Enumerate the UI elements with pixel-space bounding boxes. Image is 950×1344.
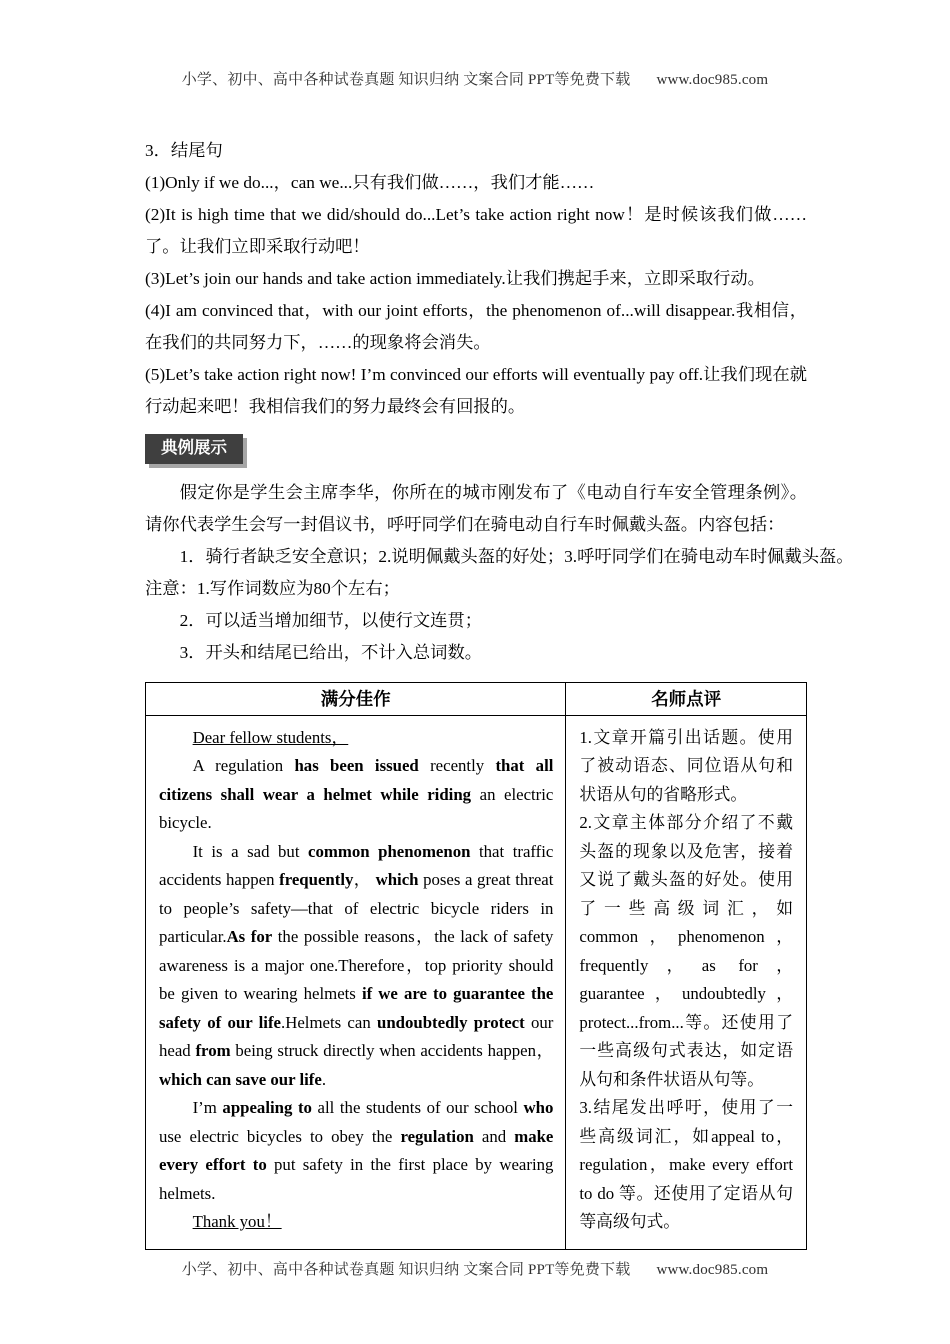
page-footer [0, 1250, 950, 1309]
section-heading: 3．结尾句 [145, 141, 223, 160]
teacher-comment-1: 1.文章开篇引出话题。使用了被动语态、同位语从句和状语从句的省略形式。 [579, 727, 793, 804]
table-header-row [146, 682, 807, 715]
document-body [0, 89, 950, 1250]
essay-paragraph-2: It is a sad but common phenomenon that traffic accidents happen frequently， which poses a great threat to people’s safety—that of electric bicycle riders in particular.As for the possible reasons，the lack of safety awareness is a major one.Therefore，top priority should be given to wearing helmets if we are to guarantee the safety of our life.Helmets can undoubtedly protect our head from being struck directly when accidents happen，which can save our life. [159, 841, 554, 1089]
comment-column-header: 名师点评 [566, 682, 807, 715]
ending-sentence-item-4: (4)I am convinced that，with our joint efforts，the phenomenon of...will disappear.我相信，在我们的共同努力下，……的现象将会消失。 [145, 301, 807, 352]
essay-paragraph-3: I’m appealing to all the students of our school who use electric bicycles to obey the regulation and make every effort to put safety in the first place by wearing helmets. [159, 1098, 554, 1203]
teacher-comment-3: 3.结尾发出呼吁，使用了一些高级词汇，如appeal to，regulation，make every effort to do 等。还使用了定语从句等高级句式。 [579, 1098, 793, 1231]
ending-sentence-item-3: (3)Let’s join our hands and take action immediately.让我们携起手来，立即采取行动。 [145, 269, 765, 288]
essay-closing: Thank you！ [192, 1212, 282, 1231]
model-essay-cell [146, 715, 566, 1249]
model-essay-table [145, 682, 807, 1250]
prompt-paragraph: 假定你是学生会主席李华，你所在的城市刚发布了《电动自行车安全管理条例》。请你代表学生会写一封倡议书，呼吁同学们在骑电动自行车时佩戴头盔。内容包括： [145, 482, 807, 534]
ending-sentence-item-2: (2)It is high time that we did/should do...Let’s take action right now！是时候该我们做……了。让我们立即采取行动吧！ [145, 205, 807, 256]
essay-paragraph-1: A regulation has been issued recently that all citizens shall wear a helmet while riding an electric bicycle. [159, 756, 554, 832]
page-header [0, 0, 950, 89]
prompt-note-1: 注意：1.写作词数应为80个左右； [145, 578, 400, 598]
prompt-content-points: 1．骑行者缺乏安全意识；2.说明佩戴头盔的好处；3.呼吁同学们在骑电动车时佩戴头盔。 [179, 546, 854, 566]
prompt-note-3: 3．开头和结尾已给出，不计入总词数。 [179, 642, 483, 662]
footer-text: 小学、初中、高中各种试卷真题 知识归纳 文案合同 PPT等免费下载 [181, 1261, 631, 1278]
example-badge-row [145, 434, 807, 464]
prompt-note-2: 2．可以适当增加细节，以使行文连贯； [179, 610, 483, 630]
table-body-row [146, 715, 807, 1249]
teacher-comment-cell [566, 715, 807, 1249]
example-showcase-badge: 典例展示 [145, 434, 243, 464]
teacher-comment-2: 2.文章主体部分介绍了不戴头盔的现象以及危害，接着又说了戴头盔的好处。使用了一些高级词汇，如common，phenomenon，frequently，as for，guarantee，undoubtedly，protect...from...等。还使用了一些高级句式表达，如定语从句和条件状语从句等。 [579, 813, 793, 1089]
essay-column-header: 满分佳作 [146, 682, 566, 715]
ending-sentence-item-1: (1)Only if we do...，can we...只有我们做……，我们才能…… [145, 173, 595, 192]
header-url-link[interactable]: www.doc985.com [656, 72, 769, 88]
header-text: 小学、初中、高中各种试卷真题 知识归纳 文案合同 PPT等免费下载 [181, 72, 631, 88]
footer-url-link[interactable]: www.doc985.com [656, 1261, 769, 1278]
ending-sentence-item-5: (5)Let’s take action right now! I’m convinced our efforts will eventually pay off.让我们现在就行动起来吧！我相信我们的努力最终会有回报的。 [145, 365, 807, 416]
essay-salutation: Dear fellow students， [192, 727, 349, 747]
